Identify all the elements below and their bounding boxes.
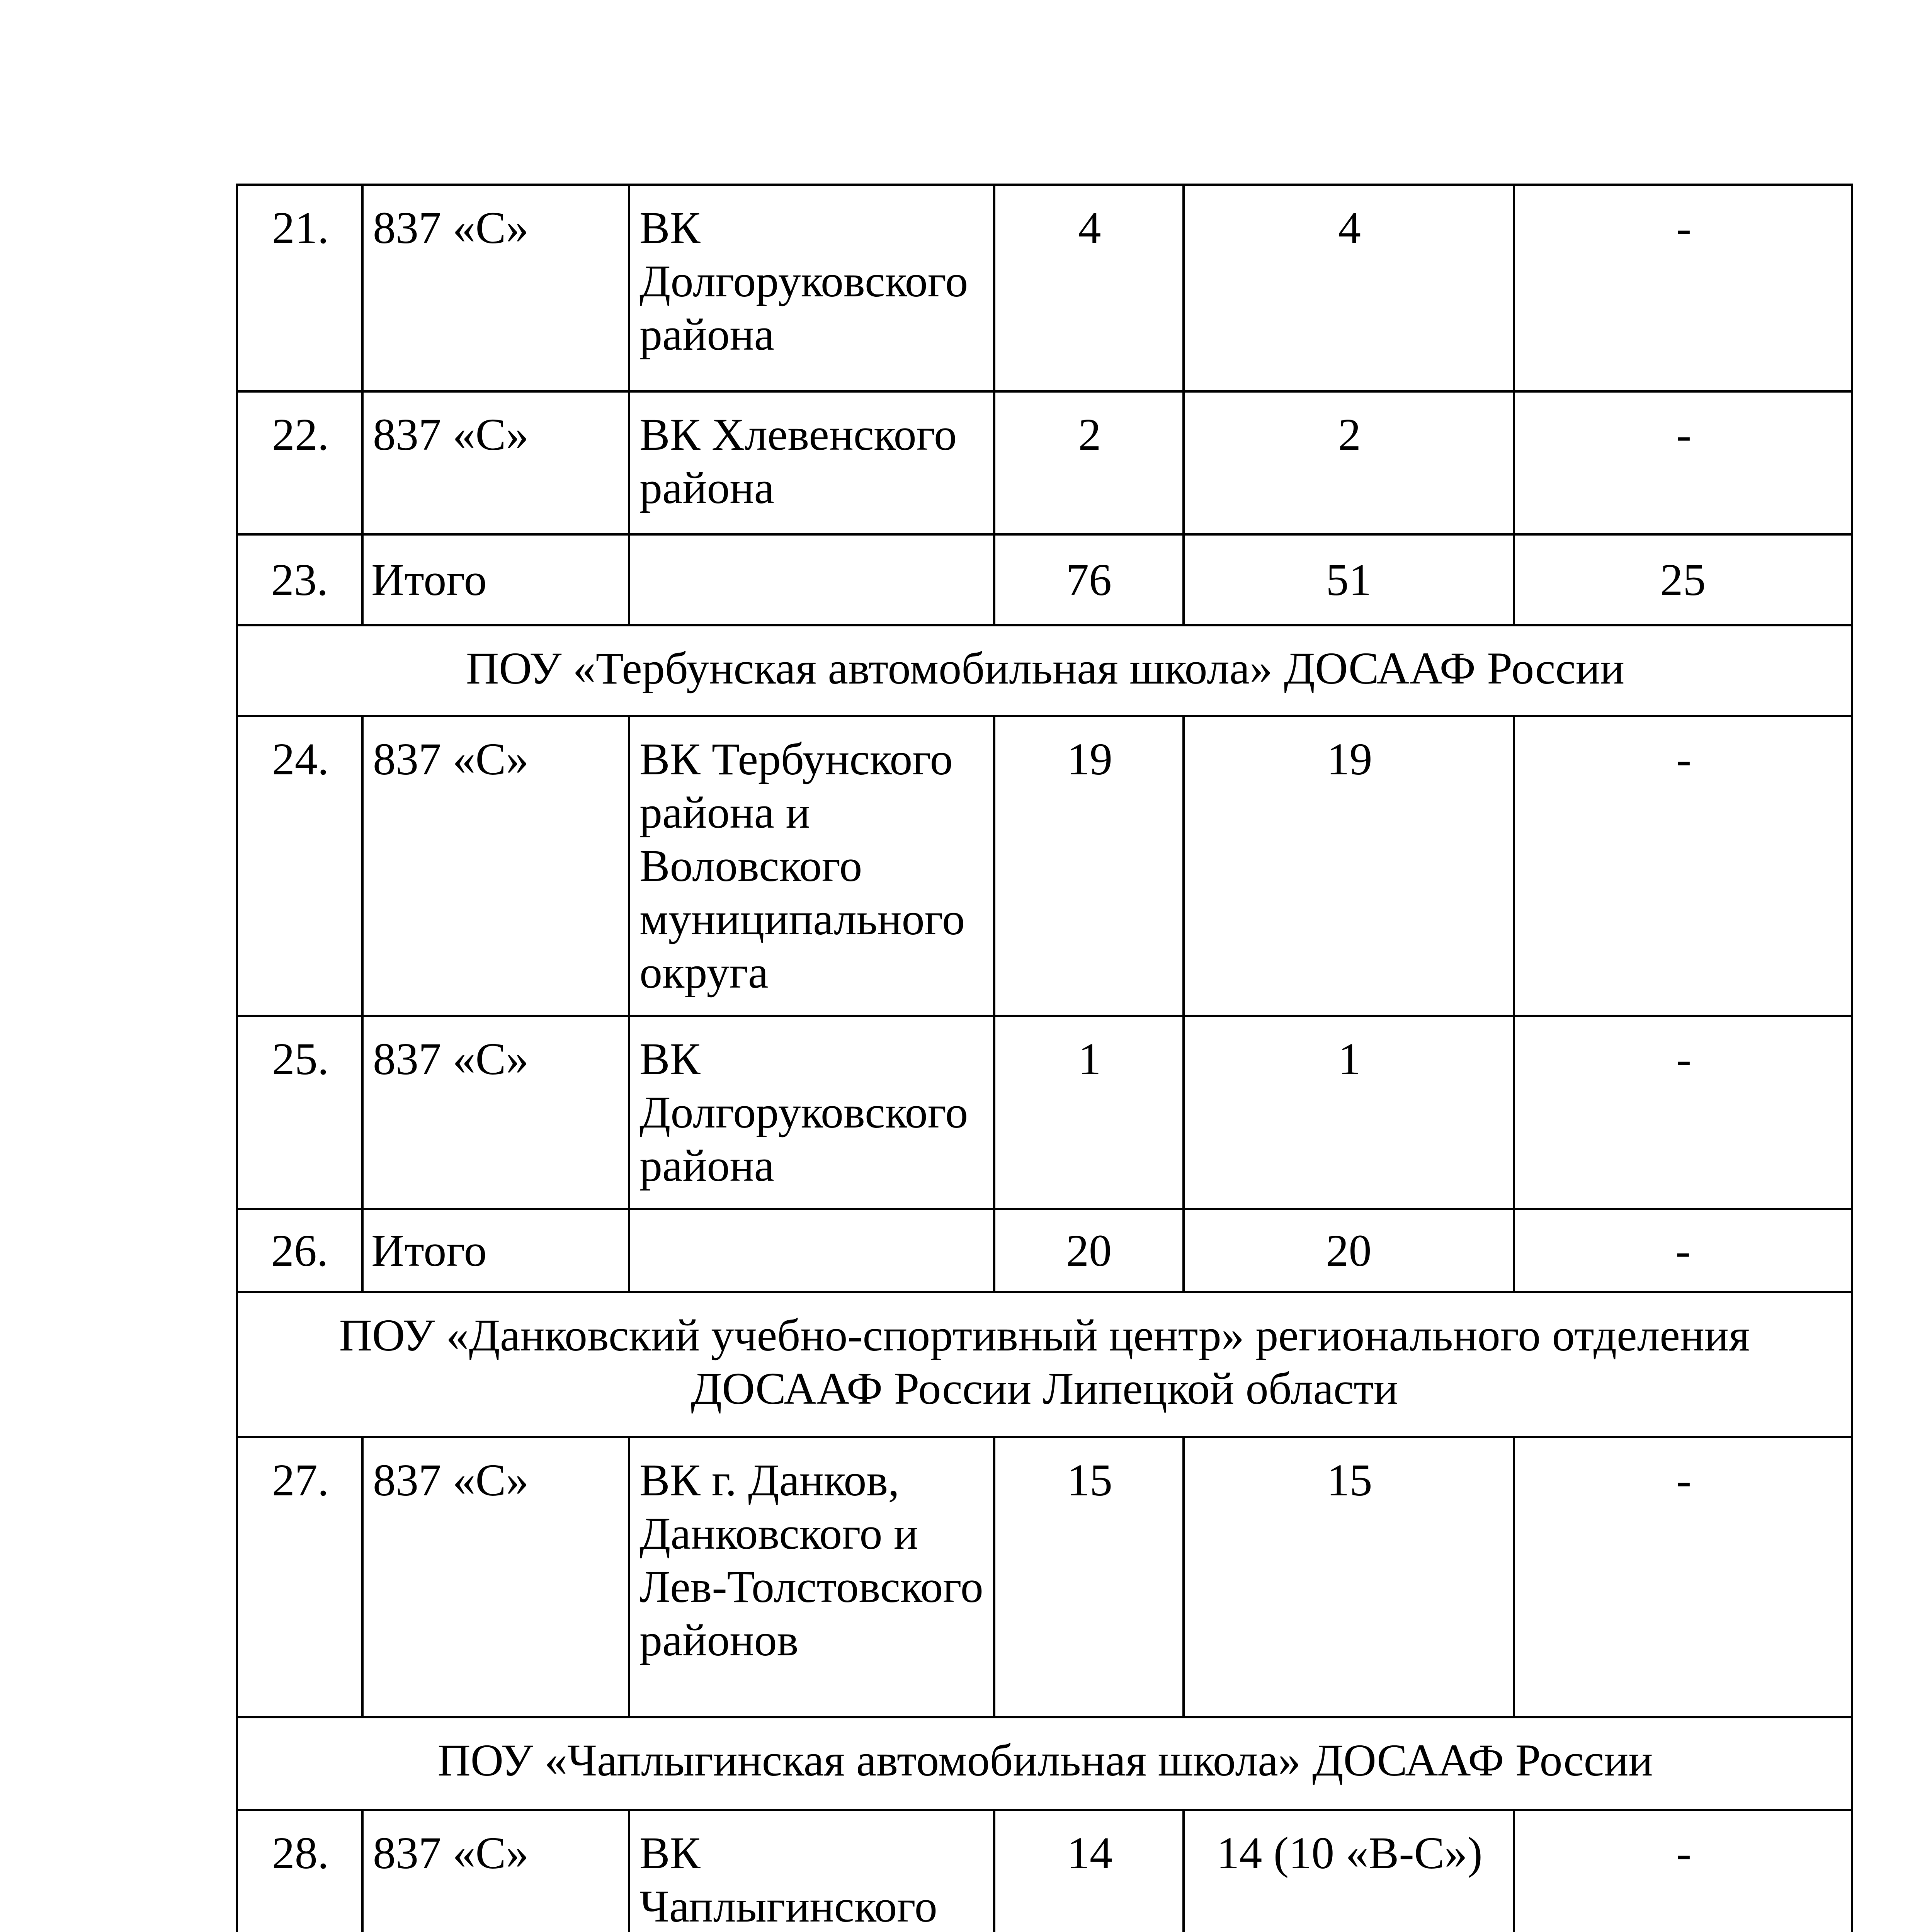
row-code: 837 «С» (362, 1437, 629, 1717)
row-organization: ВК Тербунского района и Воловского муниципального округа (629, 716, 994, 1016)
row-value-1: 76 (994, 534, 1184, 625)
row-value-3: - (1514, 1016, 1852, 1209)
row-organization: ВК Чаплыгинского (629, 1810, 994, 1932)
section-title: ПОУ «Данковский учебно-спортивный центр» регионального отделения ДОСААФ России Липецкой области (237, 1292, 1852, 1437)
table-row (237, 1437, 1852, 1717)
table-row-total (237, 1209, 1852, 1292)
row-value-3: - (1514, 716, 1852, 1016)
row-value-1: 15 (994, 1437, 1184, 1717)
row-value-2: 14 (10 «В-С») (1184, 1810, 1514, 1932)
row-code: 837 «С» (362, 1810, 629, 1932)
row-number: 24. (237, 716, 362, 1016)
row-number: 27. (237, 1437, 362, 1717)
row-number: 22. (237, 391, 362, 534)
row-value-2: 4 (1184, 185, 1514, 391)
row-code: 837 «С» (362, 1016, 629, 1209)
row-code: 837 «С» (362, 391, 629, 534)
row-value-3: 25 (1514, 534, 1852, 625)
table-row (237, 716, 1852, 1016)
table-row (237, 1016, 1852, 1209)
row-number: 23. (237, 534, 362, 625)
row-value-3: - (1514, 1810, 1852, 1932)
section-header-row (237, 1717, 1852, 1810)
row-value-2: 20 (1184, 1209, 1514, 1292)
row-value-3: - (1514, 1437, 1852, 1717)
row-number: 25. (237, 1016, 362, 1209)
row-code: 837 «С» (362, 716, 629, 1016)
row-value-1: 19 (994, 716, 1184, 1016)
section-title: ПОУ «Тербунская автомобильная школа» ДОСААФ России (237, 625, 1852, 716)
table-row (237, 185, 1852, 391)
row-organization: ВК г. Данков, Данковского и Лев-Толстовского районов (629, 1437, 994, 1717)
row-value-1: 1 (994, 1016, 1184, 1209)
row-organization: ВК Долгоруковского района (629, 1016, 994, 1209)
row-code: Итого (362, 534, 629, 625)
row-number: 26. (237, 1209, 362, 1292)
row-code: Итого (362, 1209, 629, 1292)
row-value-2: 19 (1184, 716, 1514, 1016)
row-organization (629, 534, 994, 625)
table-row (237, 391, 1852, 534)
row-value-1: 2 (994, 391, 1184, 534)
row-value-1: 4 (994, 185, 1184, 391)
row-value-3: - (1514, 185, 1852, 391)
row-code: 837 «С» (362, 185, 629, 391)
row-organization: ВК Долгоруковского района (629, 185, 994, 391)
table-row-total (237, 534, 1852, 625)
row-number: 28. (237, 1810, 362, 1932)
row-value-3: - (1514, 1209, 1852, 1292)
row-value-3: - (1514, 391, 1852, 534)
row-value-2: 2 (1184, 391, 1514, 534)
row-number: 21. (237, 185, 362, 391)
row-value-2: 15 (1184, 1437, 1514, 1717)
table-row (237, 1810, 1852, 1932)
row-value-1: 14 (994, 1810, 1184, 1932)
row-value-1: 20 (994, 1209, 1184, 1292)
row-value-2: 1 (1184, 1016, 1514, 1209)
data-table (236, 184, 1853, 1932)
section-header-row (237, 1292, 1852, 1437)
row-organization: ВК Хлевенского района (629, 391, 994, 534)
row-value-2: 51 (1184, 534, 1514, 625)
section-header-row (237, 625, 1852, 716)
section-title: ПОУ «Чаплыгинская автомобильная школа» ДОСААФ России (237, 1717, 1852, 1810)
row-organization (629, 1209, 994, 1292)
